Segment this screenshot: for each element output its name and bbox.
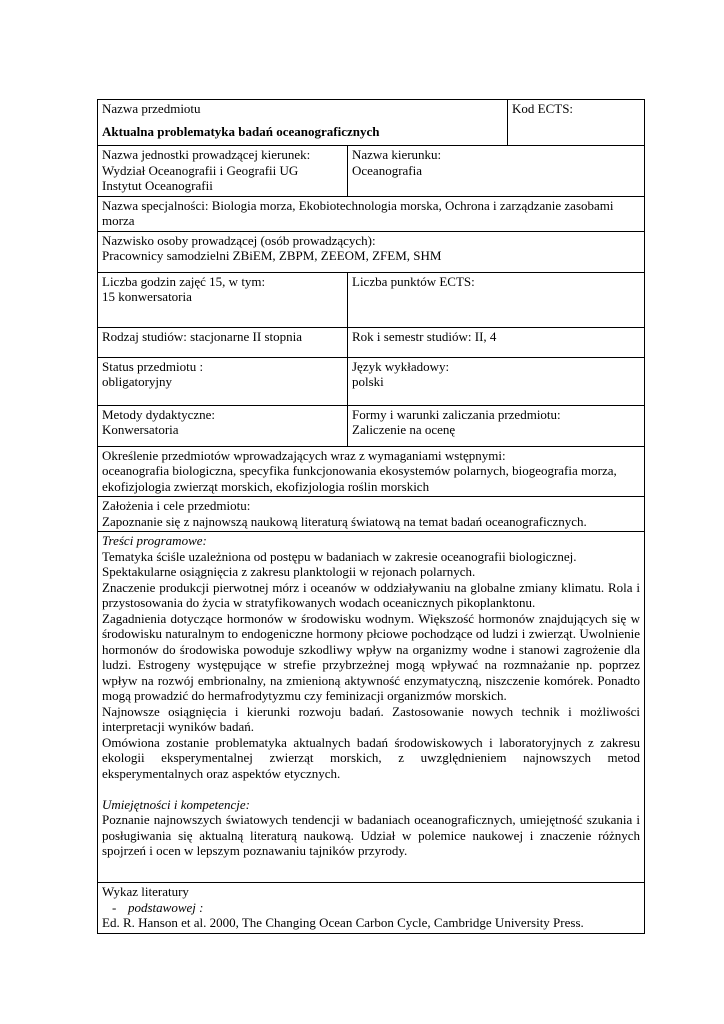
list-dash: - xyxy=(112,899,117,915)
status-value: obligatoryjny xyxy=(102,374,173,389)
methods-cell xyxy=(98,405,348,446)
study-type-text: Rodzaj studiów: stacjonarne II stopnia xyxy=(102,328,303,344)
course-syllabus xyxy=(97,99,644,934)
field-value: Oceanografia xyxy=(352,162,423,178)
content-paragraph: Znaczenie produkcji pierwotnej mórz i oceanów w oddziaływaniu na globalne zmiany klimatu. Rola i przystosowania do życia w stratyfikowanych wodach oceanicznych pikoplanktonu. xyxy=(102,579,641,610)
field-cell xyxy=(348,146,645,197)
unit-line1: Wydział Oceanografii i Geografii UG xyxy=(102,162,299,178)
course-name-cell xyxy=(98,100,508,146)
skills-label: Umiejętności i kompetencje: xyxy=(102,796,250,812)
unit-cell xyxy=(98,146,348,197)
content-cell xyxy=(98,532,645,883)
language-cell xyxy=(348,357,645,405)
goals-label: Założenia i cele przedmiotu: xyxy=(102,498,251,513)
ects-points-cell xyxy=(348,272,645,327)
goals-cell xyxy=(98,497,645,532)
hours-label: Liczba godzin zajęć 15, w tym: xyxy=(102,273,266,289)
literature-cell xyxy=(98,883,645,934)
syllabus-table xyxy=(97,99,645,934)
content-paragraph: Omówiona zostanie problematyka aktualnych badań środowiskowych i laboratoryjnych z zakresu ekologii eksperymentalnej zwierząt morskich, z uwzględnieniem najnowszych metod eksperymentalnych oraz aspektów etycznych. xyxy=(102,734,641,781)
field-label: Nazwa kierunku: xyxy=(352,147,442,162)
content-label: Treści programowe: xyxy=(102,533,207,548)
prerequisites-label: Określenie przedmiotów wprowadzających wraz z wymaganiami wstępnymi: xyxy=(102,447,506,463)
status-cell xyxy=(98,357,348,405)
course-name-row xyxy=(98,100,645,146)
language-value: polski xyxy=(352,374,384,389)
study-type-row xyxy=(98,327,645,357)
ects-code-label: Kod ECTS: xyxy=(512,101,574,116)
literature-basic-heading xyxy=(102,900,640,916)
content-paragraph: Spektakularne osiągnięcia z zakresu planktologii w rejonach polarnych. xyxy=(102,564,476,579)
ects-code-cell xyxy=(508,100,645,146)
year-semester-cell xyxy=(348,327,645,357)
status-row xyxy=(98,357,645,405)
assessment-label: Formy i warunki zaliczania przedmiotu: xyxy=(352,406,561,422)
hours-cell xyxy=(98,272,348,327)
literature-label: Wykaz literatury xyxy=(102,884,189,899)
methods-row xyxy=(98,405,645,446)
methods-value: Konwersatoria xyxy=(102,422,179,437)
content-row xyxy=(98,532,645,883)
literature-basic-label: podstawowej : xyxy=(128,899,204,915)
lecturers-value: Pracownicy samodzielni ZBiEM, ZBPM, ZEEOM, ZFEM, SHM xyxy=(102,248,442,263)
hours-value: 15 konwersatoria xyxy=(102,289,192,304)
content-paragraph: Najnowsze osiągnięcia i kierunki rozwoju badań. Zastosowanie nowych technik i możliwości interpretacji wyników badań. xyxy=(102,703,641,734)
unit-row xyxy=(98,146,645,197)
hours-row xyxy=(98,272,645,327)
status-label: Status przedmiotu : xyxy=(102,358,204,374)
content-paragraph: Zagadnienia dotyczące hormonów w środowisku wodnym. Większość hormonów znajdujących się w środowisku naturalnym to endogeniczne hormony płciowe pochodzące od ludzi i zwierząt. Uwolnienie hormonów do środowiska powoduje szkodliwy wpływ na organizmy wodne i stanowi zagrożenie dla ludzi. Estrogeny występujące w strefie przybrzeżnej mogą wpływać na rozmnażanie np. poprzez wpływ na rozwój embrionalny, na zmienioną aktywność enzymatyczną, niszczenie komórek. Ponadto mogą prowadzić do hermafrodytyzmu czy feminizacji organizmów morskich. xyxy=(102,610,641,703)
course-name-label: Nazwa przedmiotu xyxy=(102,101,201,116)
lecturers-row xyxy=(98,231,645,272)
ects-points-label: Liczba punktów ECTS: xyxy=(352,273,475,289)
specialties-row xyxy=(98,196,645,231)
prerequisites-row xyxy=(98,446,645,497)
study-type-cell xyxy=(98,327,348,357)
language-label: Język wykładowy: xyxy=(352,358,450,374)
prerequisites-cell xyxy=(98,446,645,497)
specialties-cell xyxy=(98,196,645,231)
goals-row xyxy=(98,497,645,532)
specialties-text: Nazwa specjalności: Biologia morza, Ekobiotechnologia morska, Ochrona i zarządzanie zasobami morza xyxy=(102,197,614,228)
assessment-cell xyxy=(348,405,645,446)
literature-item: Ed. R. Hanson et al. 2000, The Changing Ocean Carbon Cycle, Cambridge University Press. xyxy=(102,915,584,930)
methods-label: Metody dydaktyczne: xyxy=(102,406,215,422)
unit-label: Nazwa jednostki prowadzącej kierunek: xyxy=(102,147,311,162)
lecturers-cell xyxy=(98,231,645,272)
unit-line2: Instytut Oceanografii xyxy=(102,178,213,193)
course-title: Aktualna problematyka badań oceanograficznych xyxy=(102,123,380,139)
prerequisites-value: oceanografia biologiczna, specyfika funkcjonowania ekosystemów polarnych, biogeografia morza, ekofizjologia zwierząt morskich, ekofizjologia roślin morskich xyxy=(102,463,617,494)
skills-text: Poznanie najnowszych światowych tendencji w badaniach oceanograficznych, umiejętność szukania i posługiwania się aktualną literaturą naukową. Udział w polemice naukowej i znaczenie różnych spojrzeń i ocen w lepszym poznawaniu tajników przyrody. xyxy=(102,812,641,858)
year-semester-text: Rok i semestr studiów: II, 4 xyxy=(352,328,497,344)
assessment-value: Zaliczenie na ocenę xyxy=(352,422,456,437)
lecturers-label: Nazwisko osoby prowadzącej (osób prowadzących): xyxy=(102,232,376,248)
content-paragraph: Tematyka ściśle uzależniona od postępu w badaniach w zakresie oceanografii biologicznej. xyxy=(102,548,577,564)
goals-value: Zapoznanie się z najnowszą naukową literaturą światową na temat badań oceanograficznych. xyxy=(102,513,587,529)
literature-row xyxy=(98,883,645,934)
